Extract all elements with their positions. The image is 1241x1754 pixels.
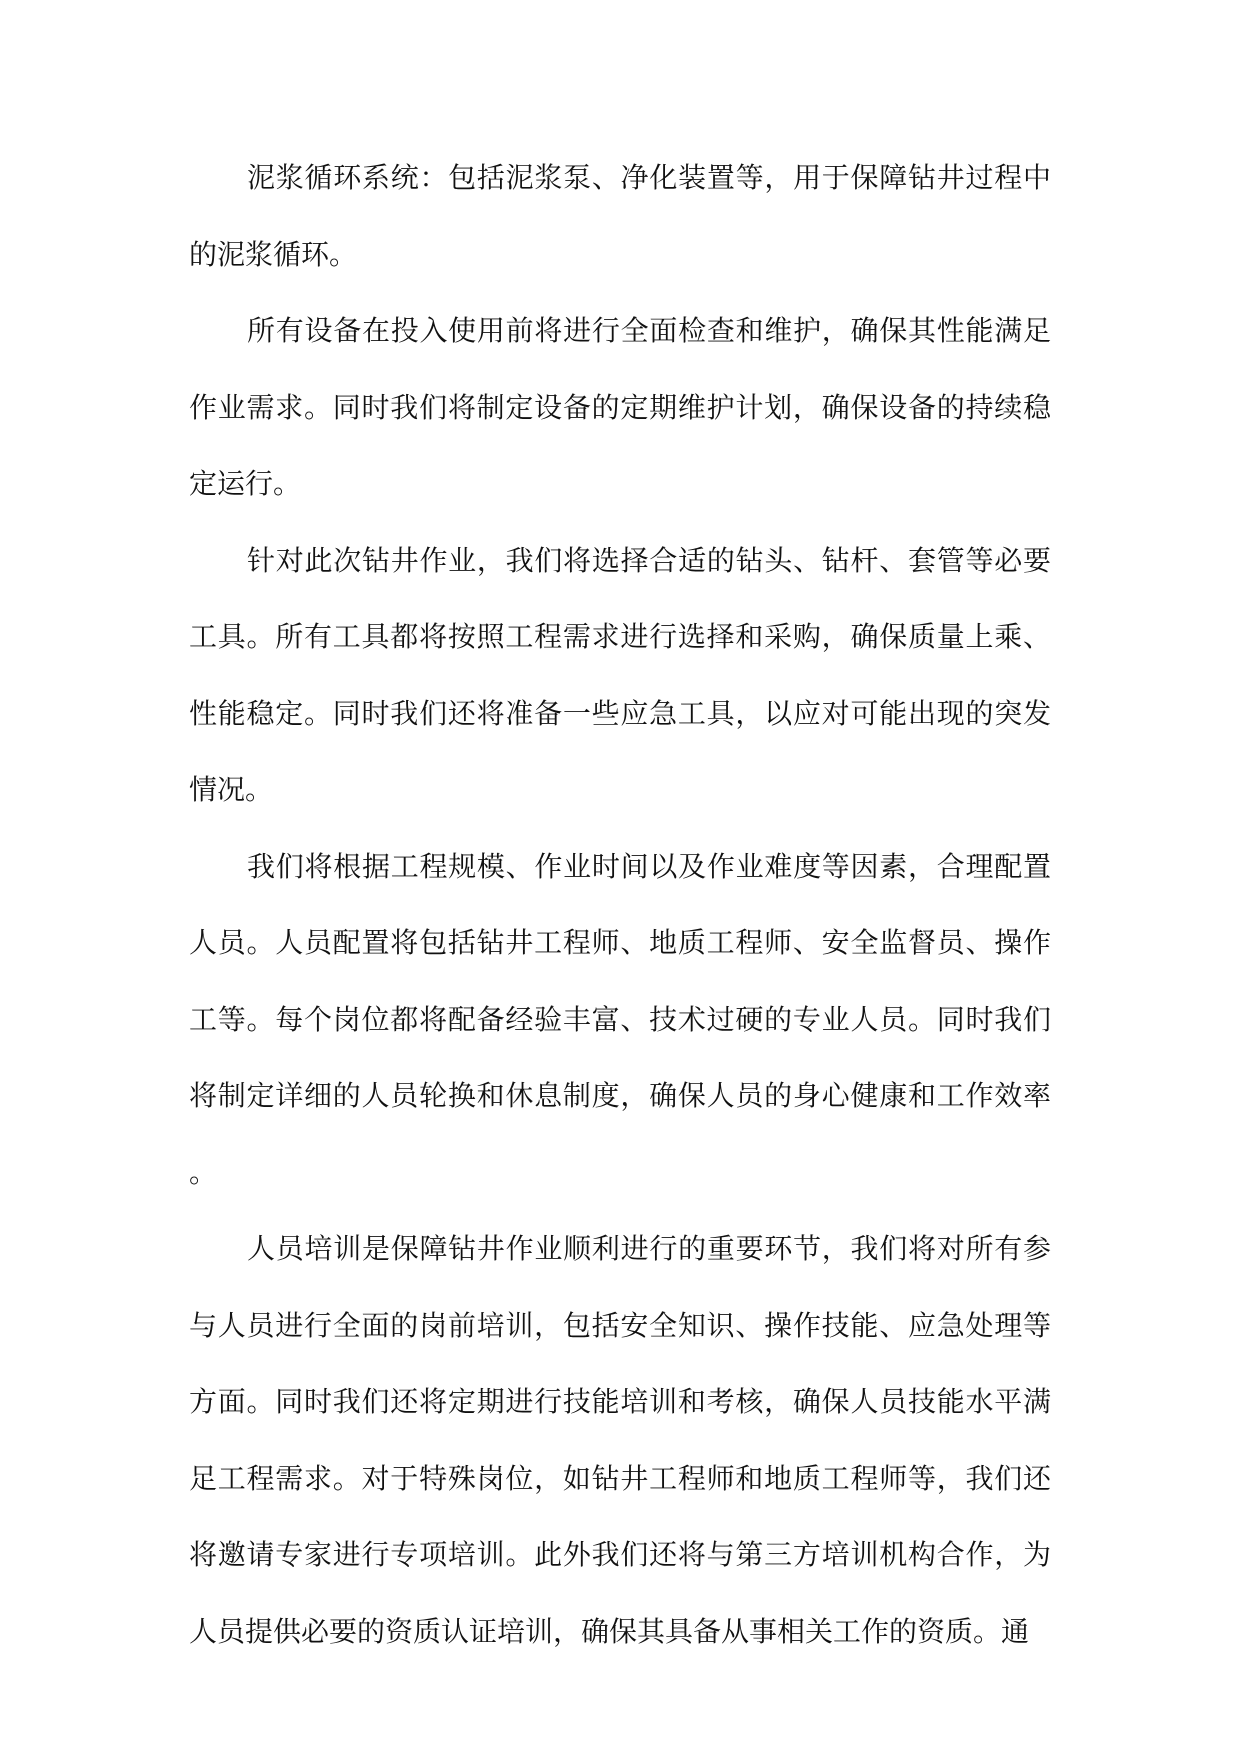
document-body xyxy=(189,140,1051,1670)
paragraph-personnel-allocation: 我们将根据工程规模、作业时间以及作业难度等因素，合理配置人员。人员配置将包括钻井工程师、地质工程师、安全监督员、操作工等。每个岗位都将配备经验丰富、技术过硬的专业人员。同时我们将制定详细的人员轮换和休息制度，确保人员的身心健康和工作效率。 xyxy=(189,849,1051,1189)
paragraph-mud-circulation-system: 泥浆循环系统：包括泥浆泵、净化装置等，用于保障钻井过程中的泥浆循环。 xyxy=(189,161,1051,271)
paragraph-personnel-training: 人员培训是保障钻井作业顺利进行的重要环节，我们将对所有参与人员进行全面的岗前培训，包括安全知识、操作技能、应急处理等方面。同时我们还将定期进行技能培训和考核，确保人员技能水平满足工程需求。对于特殊岗位，如钻井工程师和地质工程师等，我们还将邀请专家进行专项培训。此外我们还将与第三方培训机构合作，为人员提供必要的资质认证培训，确保其具备从事相关工作的资质。通 xyxy=(189,1232,1051,1648)
paragraph-equipment-inspection: 所有设备在投入使用前将进行全面检查和维护，确保其性能满足作业需求。同时我们将制定设备的定期维护计划，确保设备的持续稳定运行。 xyxy=(189,314,1051,500)
paragraph-tools-selection: 针对此次钻井作业，我们将选择合适的钻头、钻杆、套管等必要工具。所有工具都将按照工程需求进行选择和采购，确保质量上乘、性能稳定。同时我们还将准备一些应急工具，以应对可能出现的突发情况。 xyxy=(189,543,1051,806)
